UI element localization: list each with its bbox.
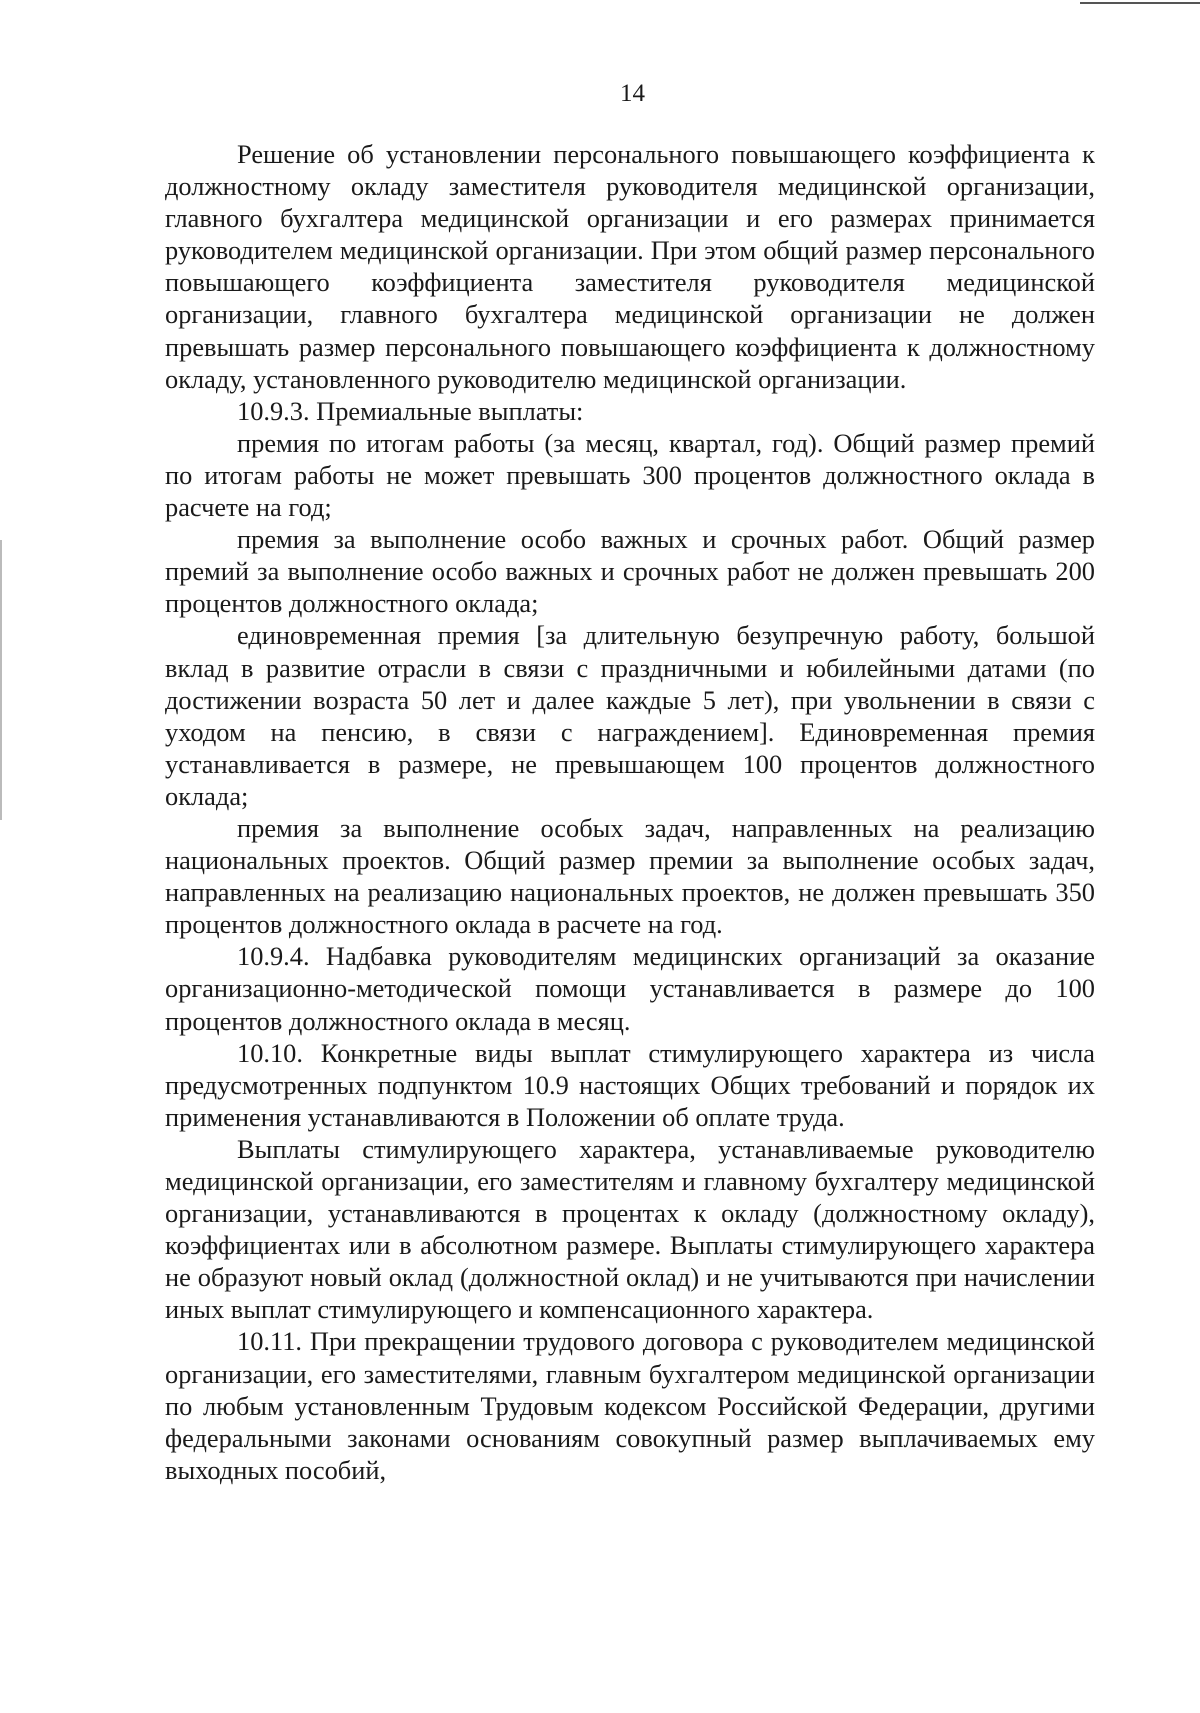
- paragraph-10-9-4: 10.9.4. Надбавка руководителям медицинских организаций за оказание организационно-методической помощи устанавливается в размере до 100 процентов должностного оклада в месяц.: [165, 941, 1095, 1036]
- paragraph-10-10: 10.10. Конкретные виды выплат стимулирующего характера из числа предусмотренных подпунктом 10.9 настоящих Общих требований и порядок их применения устанавливаются в Положении об оплате труда.: [165, 1037, 1095, 1132]
- paragraph-coefficient-decision: Решение об установлении персонального повышающего коэффициента к должностному окладу заместителя руководителя медицинской организации, главного бухгалтера медицинской организации и его размерах принимается руководителем медицинской организации. При этом общий размер персонального повышающего коэффициента заместителя руководителя медицинской организации, главного бухгалтера медицинской организации не должен превышать размер персонального повышающего коэффициента к должностному окладу, установленного руководителю медицинской организации.: [165, 139, 1095, 394]
- scan-margin-shadow: [0, 540, 2, 820]
- paragraph-10-9-3-heading: 10.9.3. Премиальные выплаты:: [237, 395, 584, 426]
- paragraph-incentive-payments: Выплаты стимулирующего характера, устанавливаемые руководителю медицинской организации, его заместителям и главному бухгалтеру медицинской организации, устанавливаются в процентах к окладу (должностному окладу), коэффициентах или в абсолютном размере. Выплаты стимулирующего характера не образуют новый оклад (должностной оклад) и не учитываются при начислении иных выплат стимулирующего и компенсационного характера.: [165, 1133, 1095, 1325]
- paragraph-bonus-national-projects: премия за выполнение особых задач, направленных на реализацию национальных проектов. Общий размер премии за выполнение особых задач, направленных на реализацию национальных проектов, не должен превышать 350 процентов должностного оклада в расчете на год.: [165, 812, 1095, 940]
- paragraph-bonus-urgent-work: премия за выполнение особо важных и срочных работ. Общий размер премий за выполнение особо важных и срочных работ не должен превышать 200 процентов должностного оклада;: [165, 524, 1095, 619]
- scan-edge-line: [1080, 2, 1200, 4]
- paragraph-bonus-one-time: единовременная премия [за длительную безупречную работу, большой вклад в развитие отрасли в связи с праздничными и юбилейными датами (по достижении возраста 50 лет и далее каждые 5 лет), при увольнении в связи с уходом на пенсию, в связи с награждением]. Единовременная премия устанавливается в размере, не превышающем 100 процентов должностного оклада;: [165, 620, 1095, 811]
- document-body: [165, 138, 1095, 1486]
- paragraph-10-11: 10.11. При прекращении трудового договора с руководителем медицинской организации, его заместителями, главным бухгалтером медицинской организации по любым установленным Трудовым кодексом Российской Федерации, другими федеральными законами основаниям совокупный размер выплачиваемых ему выходных пособий,: [165, 1326, 1095, 1485]
- paragraph-bonus-results: премия по итогам работы (за месяц, квартал, год). Общий размер премий по итогам работы не может превышать 300 процентов должностного оклада в расчете на год;: [165, 427, 1095, 523]
- page-number: 14: [620, 80, 645, 107]
